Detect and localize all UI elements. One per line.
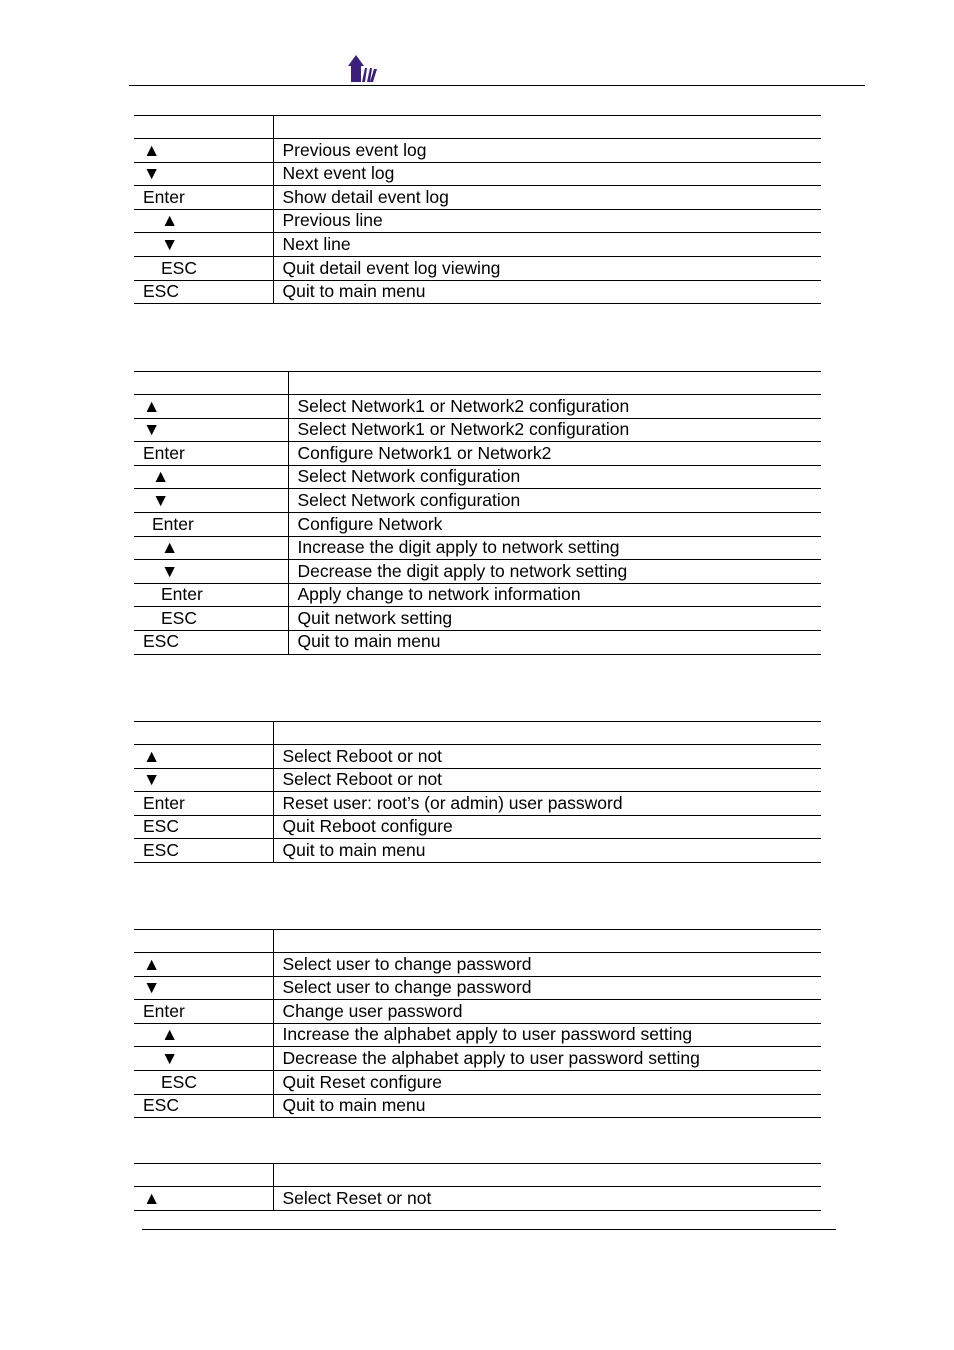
key-cell: ESC: [134, 630, 288, 654]
key-cell: Enter: [134, 512, 288, 536]
table-row: [134, 418, 821, 442]
desc-cell: Quit network setting: [288, 607, 821, 631]
header-cell-key: [134, 930, 273, 953]
table-row: [134, 139, 821, 163]
table-row: [134, 976, 821, 1000]
desc-cell: Apply change to network information: [288, 583, 821, 607]
table-row: [134, 792, 821, 816]
key-cell: ▲: [134, 1023, 273, 1047]
key-cell: ▲: [134, 209, 273, 233]
key-cell: ESC: [134, 607, 288, 631]
table-header-row: [134, 930, 821, 953]
key-cell: ▲: [134, 395, 288, 419]
key-cell: ESC: [134, 1094, 273, 1118]
table-row: [134, 280, 821, 304]
header-rule: [129, 85, 865, 86]
table-row: [134, 186, 821, 210]
header-cell-desc: [273, 722, 821, 745]
key-cell: ▼: [134, 768, 273, 792]
desc-cell: Previous line: [273, 209, 821, 233]
desc-cell: Configure Network: [288, 512, 821, 536]
key-cell: ▼: [134, 976, 273, 1000]
password-key-table: [134, 929, 821, 1118]
table-row: [134, 256, 821, 280]
table-row: [134, 1187, 821, 1211]
table-row: [134, 233, 821, 257]
key-cell: Enter: [134, 792, 273, 816]
key-cell: Enter: [134, 442, 288, 466]
desc-cell: Quit to main menu: [273, 839, 821, 863]
key-cell: ▼: [134, 560, 288, 584]
table-row: [134, 607, 821, 631]
desc-cell: Select Network1 or Network2 configuration: [288, 395, 821, 419]
key-cell: ESC: [134, 815, 273, 839]
header-cell-key: [134, 372, 288, 395]
desc-cell: Configure Network1 or Network2: [288, 442, 821, 466]
table-header-row: [134, 1164, 821, 1187]
table-header-row: [134, 372, 821, 395]
desc-cell: Select Network1 or Network2 configuration: [288, 418, 821, 442]
key-cell: ▼: [134, 418, 288, 442]
table-row: [134, 560, 821, 584]
table-row: [134, 209, 821, 233]
desc-cell: Increase the digit apply to network setting: [288, 536, 821, 560]
table-row: [134, 1047, 821, 1071]
desc-cell: Select user to change password: [273, 976, 821, 1000]
footer-rule: [142, 1229, 836, 1230]
desc-cell: Select Reset or not: [273, 1187, 821, 1211]
table-row: [134, 1070, 821, 1094]
key-cell: ▲: [134, 536, 288, 560]
desc-cell: Select Reboot or not: [273, 768, 821, 792]
table-row: [134, 489, 821, 513]
key-cell: Enter: [134, 1000, 273, 1024]
key-cell: ▲: [134, 139, 273, 163]
table-row: [134, 815, 821, 839]
table-row: [134, 162, 821, 186]
header-cell-key: [134, 722, 273, 745]
table-row: [134, 953, 821, 977]
header-cell-desc: [273, 116, 821, 139]
header-cell-desc: [273, 1164, 821, 1187]
header-cell-key: [134, 1164, 273, 1187]
table-row: [134, 536, 821, 560]
desc-cell: Next event log: [273, 162, 821, 186]
company-logo-icon: [348, 54, 380, 84]
key-cell: ▲: [134, 465, 288, 489]
desc-cell: Decrease the alphabet apply to user password setting: [273, 1047, 821, 1071]
table-row: [134, 768, 821, 792]
table-row: [134, 465, 821, 489]
key-cell: ▲: [134, 953, 273, 977]
table-row: [134, 745, 821, 769]
desc-cell: Select Reboot or not: [273, 745, 821, 769]
table-row: [134, 839, 821, 863]
table-row: [134, 442, 821, 466]
desc-cell: Quit to main menu: [273, 1094, 821, 1118]
table-row: [134, 1000, 821, 1024]
desc-cell: Change user password: [273, 1000, 821, 1024]
key-cell: ▲: [134, 1187, 273, 1211]
table-row: [134, 583, 821, 607]
table-row: [134, 630, 821, 654]
table-row: [134, 1023, 821, 1047]
desc-cell: Show detail event log: [273, 186, 821, 210]
desc-cell: Reset user: root’s (or admin) user password: [273, 792, 821, 816]
desc-cell: Quit to main menu: [273, 280, 821, 304]
table-header-row: [134, 116, 821, 139]
desc-cell: Select user to change password: [273, 953, 821, 977]
key-cell: ▼: [134, 233, 273, 257]
header-cell-desc: [288, 372, 821, 395]
desc-cell: Next line: [273, 233, 821, 257]
desc-cell: Select Network configuration: [288, 489, 821, 513]
event-log-key-table: [134, 115, 821, 304]
reset-key-table: [134, 1163, 821, 1211]
desc-cell: Quit Reboot configure: [273, 815, 821, 839]
key-cell: ESC: [134, 256, 273, 280]
network-key-table: [134, 371, 821, 655]
desc-cell: Increase the alphabet apply to user password setting: [273, 1023, 821, 1047]
table-header-row: [134, 722, 821, 745]
key-cell: Enter: [134, 186, 273, 210]
key-cell: ESC: [134, 1070, 273, 1094]
desc-cell: Decrease the digit apply to network setting: [288, 560, 821, 584]
key-cell: Enter: [134, 583, 288, 607]
header-cell-desc: [273, 930, 821, 953]
desc-cell: Select Network configuration: [288, 465, 821, 489]
table-row: [134, 395, 821, 419]
key-cell: ▼: [134, 1047, 273, 1071]
table-row: [134, 512, 821, 536]
key-cell: ▲: [134, 745, 273, 769]
reboot-key-table: [134, 721, 821, 863]
header-cell-key: [134, 116, 273, 139]
table-row: [134, 1094, 821, 1118]
key-cell: ▼: [134, 489, 288, 513]
desc-cell: Quit to main menu: [288, 630, 821, 654]
desc-cell: Quit Reset configure: [273, 1070, 821, 1094]
key-cell: ESC: [134, 280, 273, 304]
key-cell: ▼: [134, 162, 273, 186]
desc-cell: Previous event log: [273, 139, 821, 163]
key-cell: ESC: [134, 839, 273, 863]
desc-cell: Quit detail event log viewing: [273, 256, 821, 280]
